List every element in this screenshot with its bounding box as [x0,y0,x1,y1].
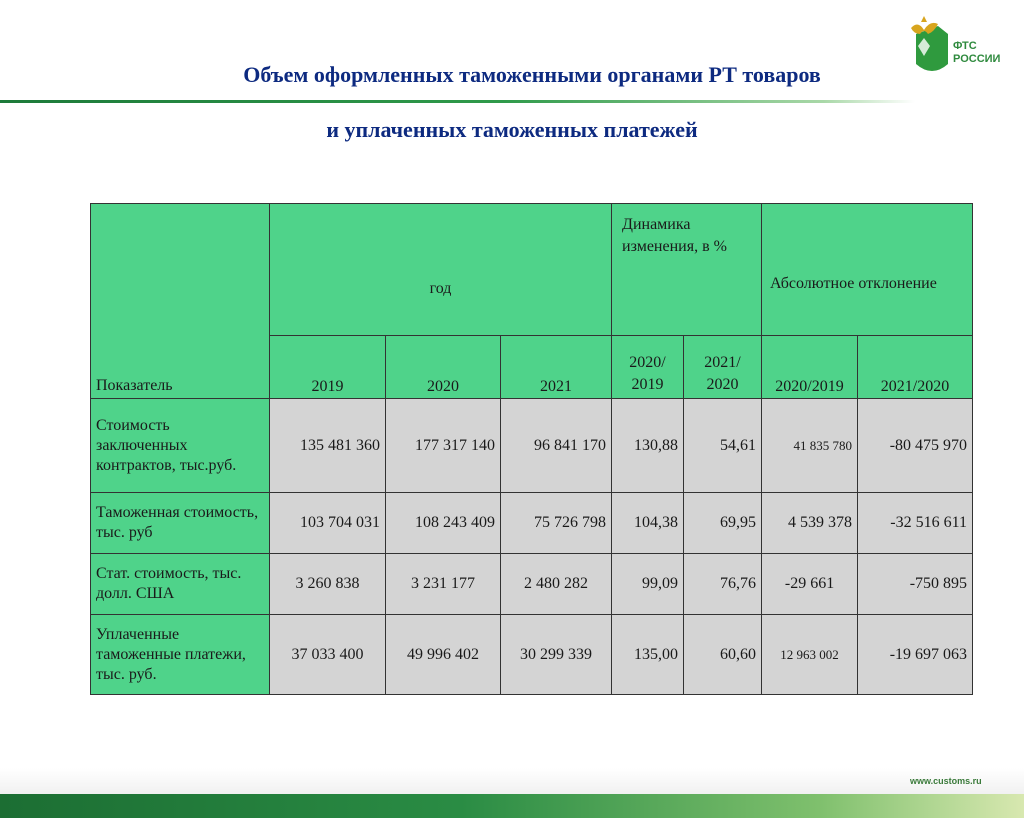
table-row [91,493,973,554]
col-2019: 2019 [270,336,386,399]
cell-abs1: 41 835 780 [762,399,858,493]
cell-dyn2: 69,95 [684,493,762,554]
header-year: год [270,204,612,336]
row-label: Стат. стоимость, тыс. долл. США [91,554,270,615]
table-row [91,554,973,615]
cell-abs1: -29 661 [762,554,858,615]
cell-dyn2: 60,60 [684,615,762,695]
cell-abs2: -19 697 063 [858,615,973,695]
row-label: Уплаченные таможенные платежи, тыс. руб. [91,615,270,695]
cell-2020: 177 317 140 [386,399,501,493]
header-absolute: Абсолютное отклонение [762,204,973,336]
col-dyn1-line2: 2019 [631,376,664,393]
row-label: Таможенная стоимость, тыс. руб [91,493,270,554]
footer-strip [0,768,1024,794]
cell-abs1: 12 963 002 [762,615,858,695]
cell-abs2: -32 516 611 [858,493,973,554]
cell-dyn1: 99,09 [612,554,684,615]
col-dyn-2020-2019 [612,336,684,399]
header-dynamics: Динамика изменения, в % [612,204,762,336]
cell-2021: 30 299 339 [501,615,612,695]
cell-2021: 2 480 282 [501,554,612,615]
cell-dyn1: 135,00 [612,615,684,695]
logo-text-line2: РОССИИ [953,53,1001,65]
cell-2019: 135 481 360 [270,399,386,493]
col-2021: 2021 [501,336,612,399]
logo-text-line1: ФТС [953,40,977,52]
website-text: www.customs.ru [910,776,982,786]
cell-2020: 108 243 409 [386,493,501,554]
col-dyn2-line2: 2020 [706,376,739,393]
col-abs-2021-2020: 2021/2020 [858,336,973,399]
page-title-line2: и уплаченных таможенных платежей [326,117,698,142]
cell-dyn1: 130,88 [612,399,684,493]
col-dyn-2021-2020 [684,336,762,399]
col-2020: 2020 [386,336,501,399]
col-dyn1-line1: 2020/ [629,354,666,371]
header-divider [0,100,915,103]
cell-2019: 37 033 400 [270,615,386,695]
cell-2019: 103 704 031 [270,493,386,554]
logo-text [953,40,1000,66]
cell-abs1: 4 539 378 [762,493,858,554]
row-label: Стоимость заключенных контрактов, тыс.руб. [91,399,270,493]
col-dyn2-line1: 2021/ [704,354,741,371]
footer-band [0,794,1024,818]
cell-abs2: -80 475 970 [858,399,973,493]
cell-2021: 96 841 170 [501,399,612,493]
table-row [91,615,973,695]
cell-dyn2: 54,61 [684,399,762,493]
cell-2020: 49 996 402 [386,615,501,695]
page-title-line1: Объем оформленных таможенными органами РТ товаров [243,62,821,87]
cell-dyn2: 76,76 [684,554,762,615]
col-abs-2020-2019: 2020/2019 [762,336,858,399]
cell-2019: 3 260 838 [270,554,386,615]
cell-2021: 75 726 798 [501,493,612,554]
cell-2020: 3 231 177 [386,554,501,615]
cell-dyn1: 104,38 [612,493,684,554]
header-indicator: Показатель [91,204,270,399]
customs-data-table [90,203,973,695]
table-row [91,399,973,493]
cell-abs2: -750 895 [858,554,973,615]
